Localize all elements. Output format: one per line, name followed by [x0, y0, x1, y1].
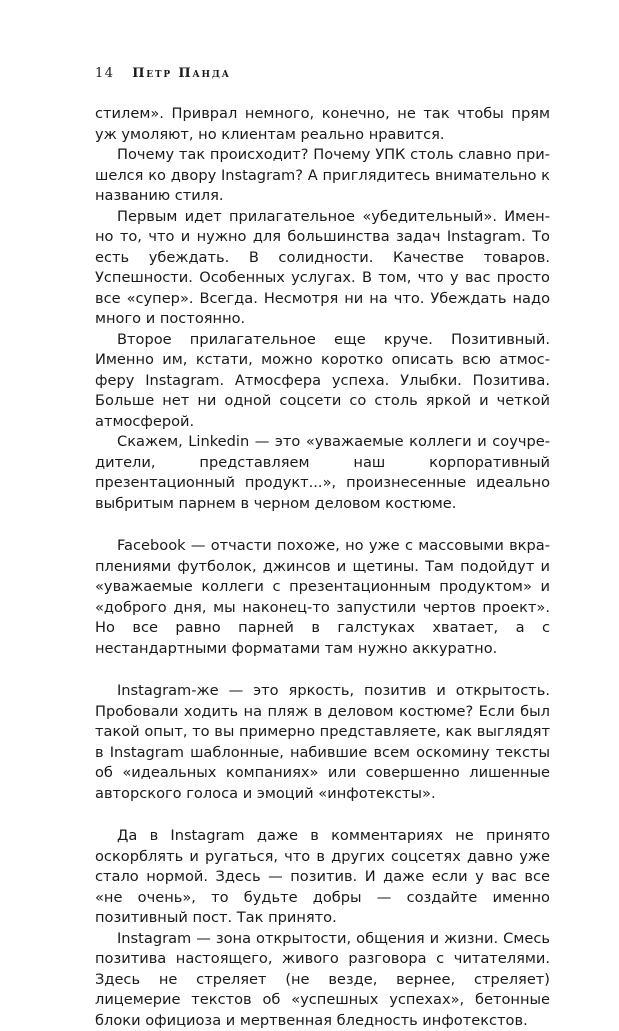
page-number: 14 — [95, 66, 115, 81]
running-head — [95, 66, 231, 81]
paragraph: Скажем, Linkedin — это «уважаемые коллеги и соучредители, представляем наш корпоративный презентационный продукт...», произнесенные идеально выбритым парнем в черном деловом костюме. — [95, 432, 550, 514]
paragraph: Instagram-же — это яркость, позитив и открытость. Пробовали ходить на пляж в деловом костюме? Если был такой опыт, то вы примерно представляете, как выглядят в Instagram шаблонные, набившие всем оскомину тексты об «идеальных компаниях» или совершенно лишенные авторского голоса и эмоций «инфотексты». — [95, 681, 550, 804]
paragraph: Instagram — зона открытости, общения и жизни. Смесь позитива настоящего, живого разговора с читателями. Здесь не стреляет (не везде, вернее, стреляет) лицемерие текстов об «успешных успехах», бетонные блоки официоза и мертвенная бледность инфотекстов. — [95, 929, 550, 1031]
paragraph: Почему так происходит? Почему УПК столь славно пришелся ко двору Instagram? А приглядитесь внимательно к названию стиля. — [95, 145, 550, 207]
paragraph: Facebook — отчасти похоже, но уже с массовыми вкраплениями футболок, джинсов и щетины. Там подойдут и «уважаемые коллеги с презентационным продуктом» и «доброго дня, мы наконец-то запустили чертов проект». Но все равно парней в галстуках хватает, а с нестандартными форматами там нужно аккуратно. — [95, 536, 550, 659]
paragraph: Да в Instagram даже в комментариях не принято оскорблять и ругаться, что в других соцсетях давно уже стало нормой. Здесь — позитив. И даже если у вас все «не очень», то будьте добры — создайте именно позитивный пост. Так принято. — [95, 826, 550, 929]
paragraph: Первым идет прилагательное «убедительный». Именно то, что и нужно для большинства задач Instagram. То есть убеждать. В солидности. Качестве товаров. Успешности. Особенных услугах. В том, что у вас просто все «супер». Всегда. Несмотря ни на что. Убеждать надо много и постоянно. — [95, 207, 550, 330]
body-text — [95, 104, 550, 1031]
paragraph: стилем». Приврал немного, конечно, не так чтобы прям уж умоляют, но клиентам реально нравится. — [95, 104, 550, 145]
paragraph: Второе прилагательное еще круче. Позитивный. Именно им, кстати, можно коротко описать всю атмосферу Instagram. Атмосфера успеха. Улыбки. Позитива. Больше нет ни одной соцсети со столь яркой и четкой атмосферой. — [95, 330, 550, 433]
author-name: Петр Панда — [132, 66, 231, 81]
